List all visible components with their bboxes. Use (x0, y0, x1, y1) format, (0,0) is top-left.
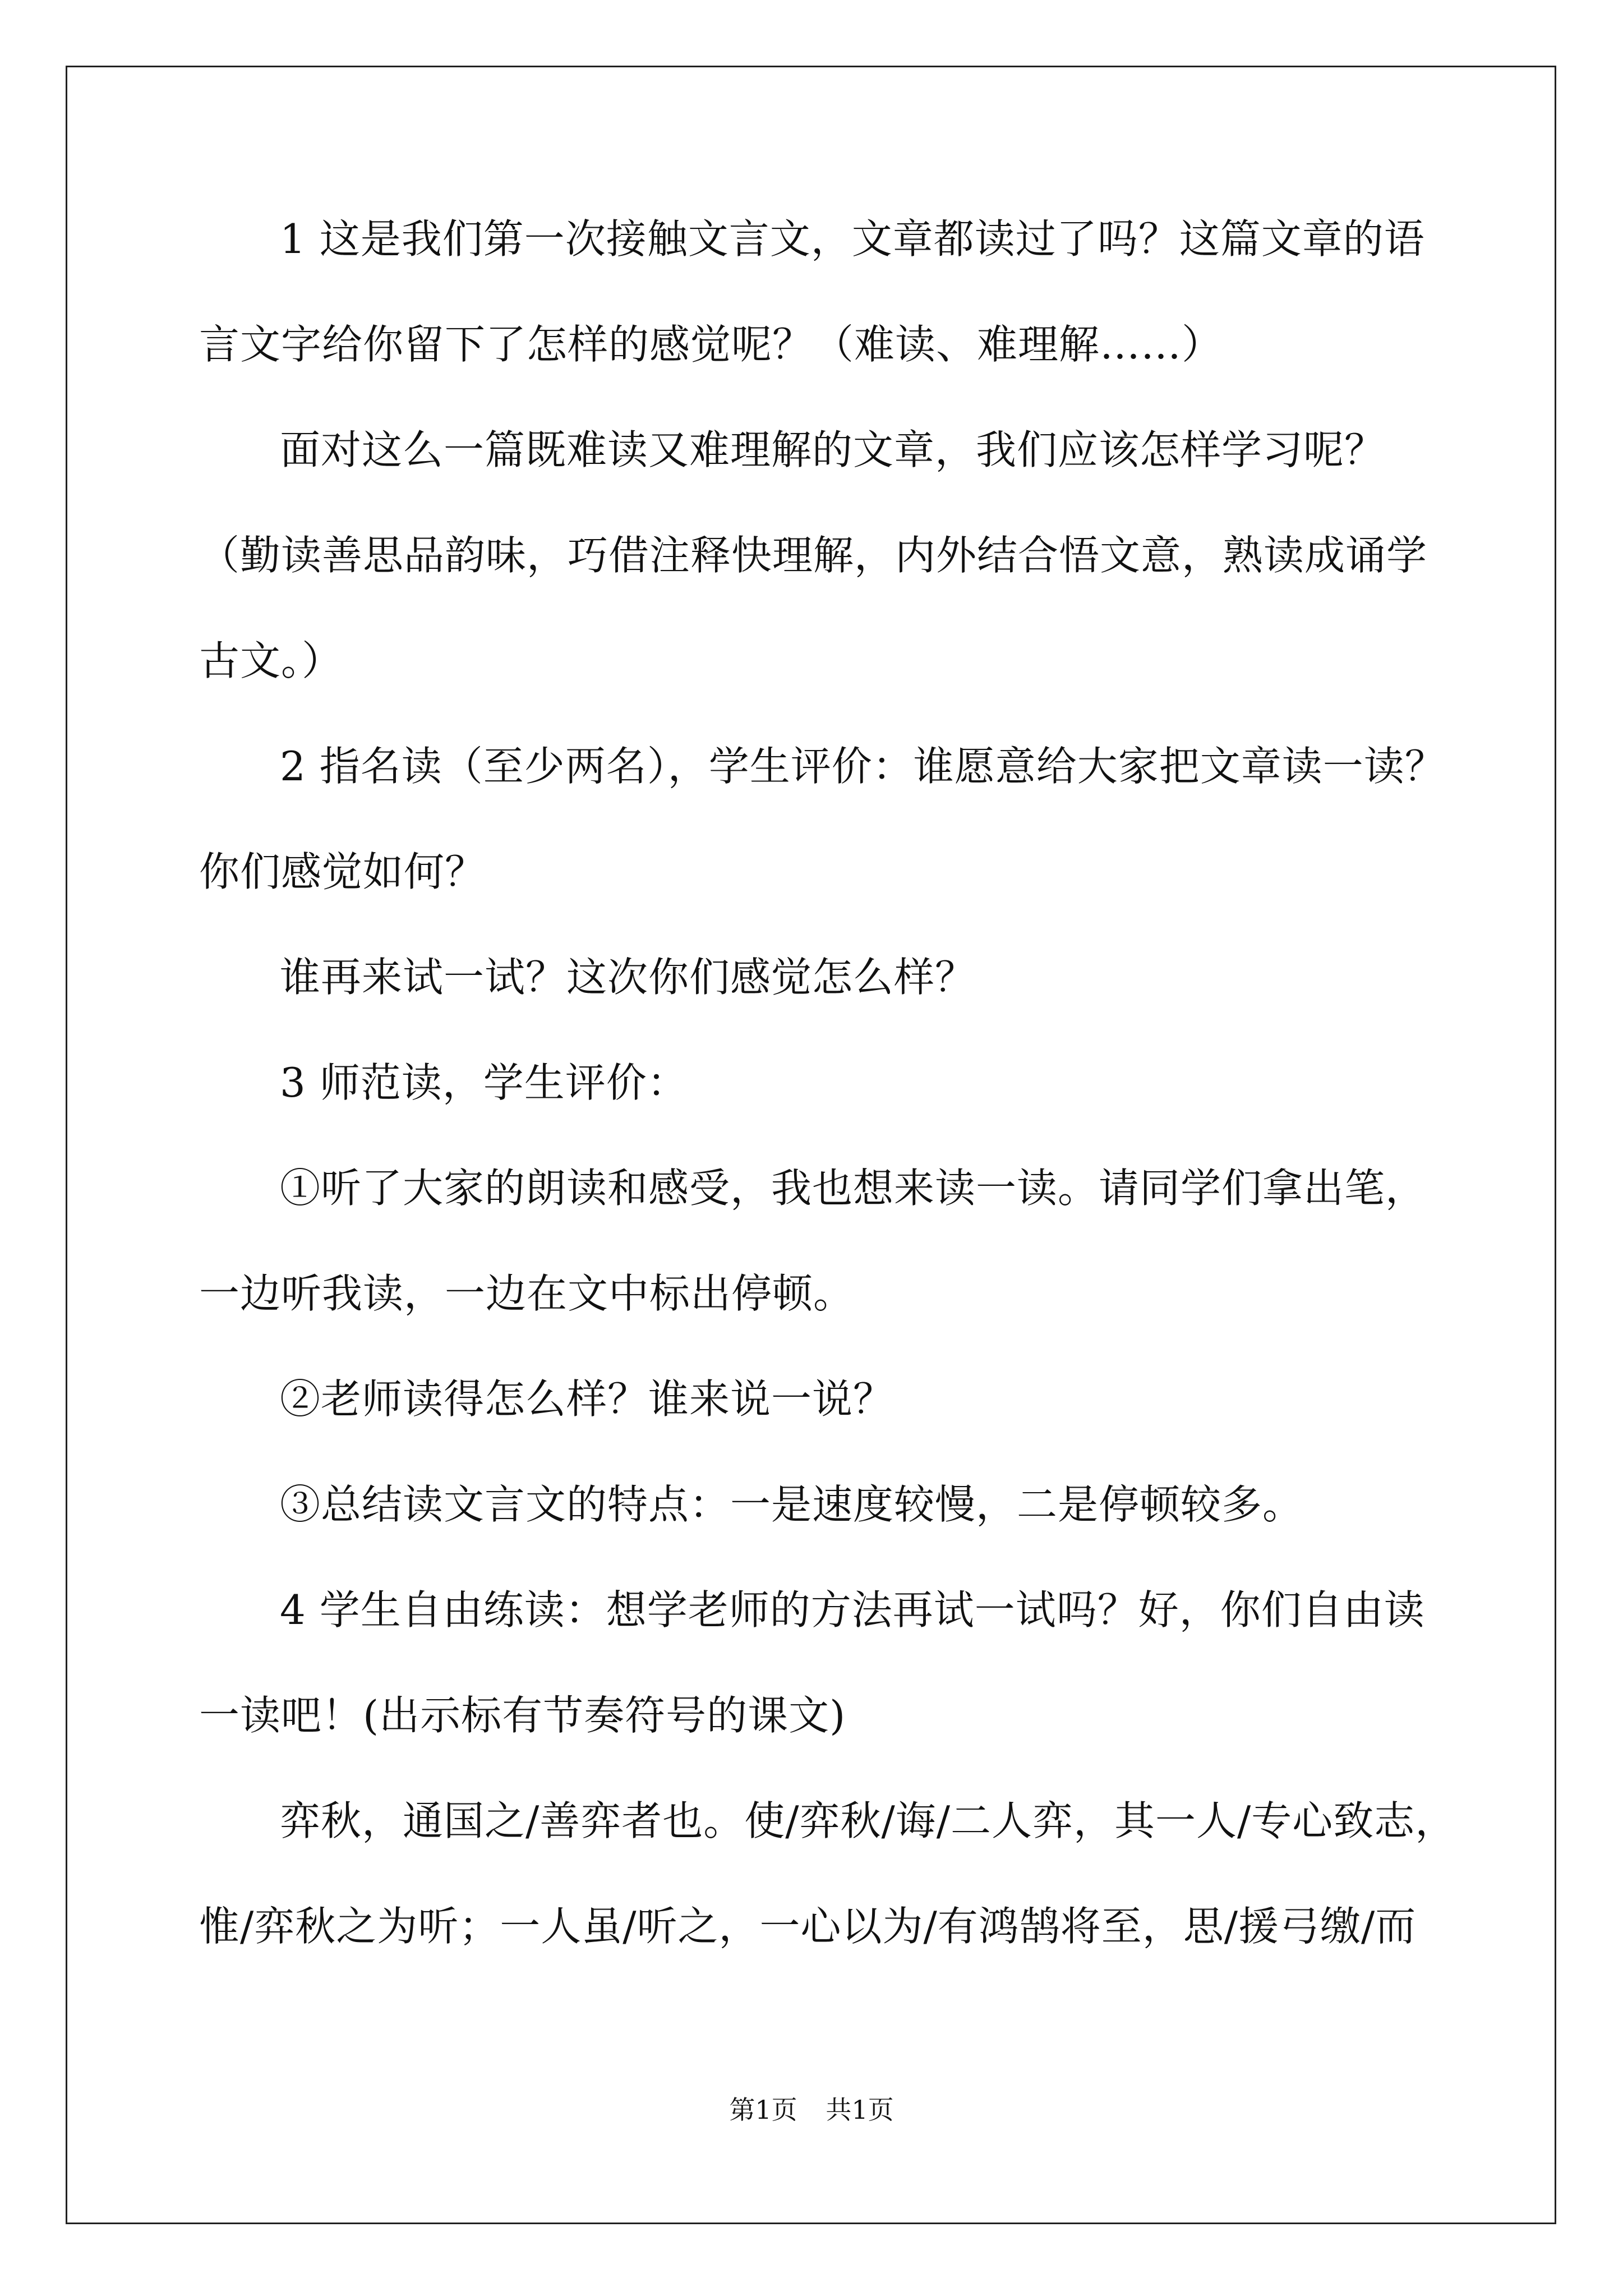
text-line-16: 弈秋，通国之/善弈者也。使/弈秋/诲/二人弈，其一人/专心致志， (280, 1797, 1456, 1844)
text-line-6: 2 指名读（至少两名），学生评价：谁愿意给大家把文章读一读？ (280, 743, 1446, 790)
text-line-15: 一读吧！(出示标有节奏符号的课文) (199, 1692, 846, 1739)
page-footer (0, 2097, 1623, 2123)
text-line-5: 古文。） (199, 637, 343, 684)
text-line-13: ③总结读文言文的特点：一是速度较慢，二是停顿较多。 (280, 1481, 1304, 1528)
text-line-2: 言文字给你留下了怎样的感觉呢？（难读、难理解……） (199, 321, 1223, 368)
text-line-7: 你们感觉如何？ (199, 848, 486, 895)
text-line-10: ①听了大家的朗读和感受，我也想来读一读。请同学们拿出笔， (280, 1165, 1427, 1212)
text-line-11: 一边听我读，一边在文中标出停顿。 (199, 1270, 855, 1317)
page-number-total: 共1页 (826, 2095, 894, 2125)
text-line-8: 谁再来试一试？这次你们感觉怎么样？ (280, 954, 976, 1001)
text-line-1: 1 这是我们第一次接触文言文，文章都读过了吗？这篇文章的语 (280, 215, 1425, 263)
text-line-9: 3 师范读，学生评价： (280, 1059, 688, 1106)
text-line-3: 面对这么一篇既难读又难理解的文章，我们应该怎样学习呢？ (280, 426, 1386, 473)
text-line-14: 4 学生自由练读：想学老师的方法再试一试吗？好，你们自由读 (280, 1586, 1425, 1634)
text-line-4: （勤读善思品韵味，巧借注释快理解，内外结合悟文意，熟读成诵学 (199, 532, 1428, 579)
page-number-current: 第1页 (729, 2095, 797, 2125)
text-line-17: 惟/弈秋之为听；一人虽/听之，一心以为/有鸿鹄将至，思/援弓缴/而 (199, 1903, 1417, 1950)
text-line-12: ②老师读得怎么样？谁来说一说？ (280, 1375, 895, 1423)
page-border (66, 66, 1556, 2224)
